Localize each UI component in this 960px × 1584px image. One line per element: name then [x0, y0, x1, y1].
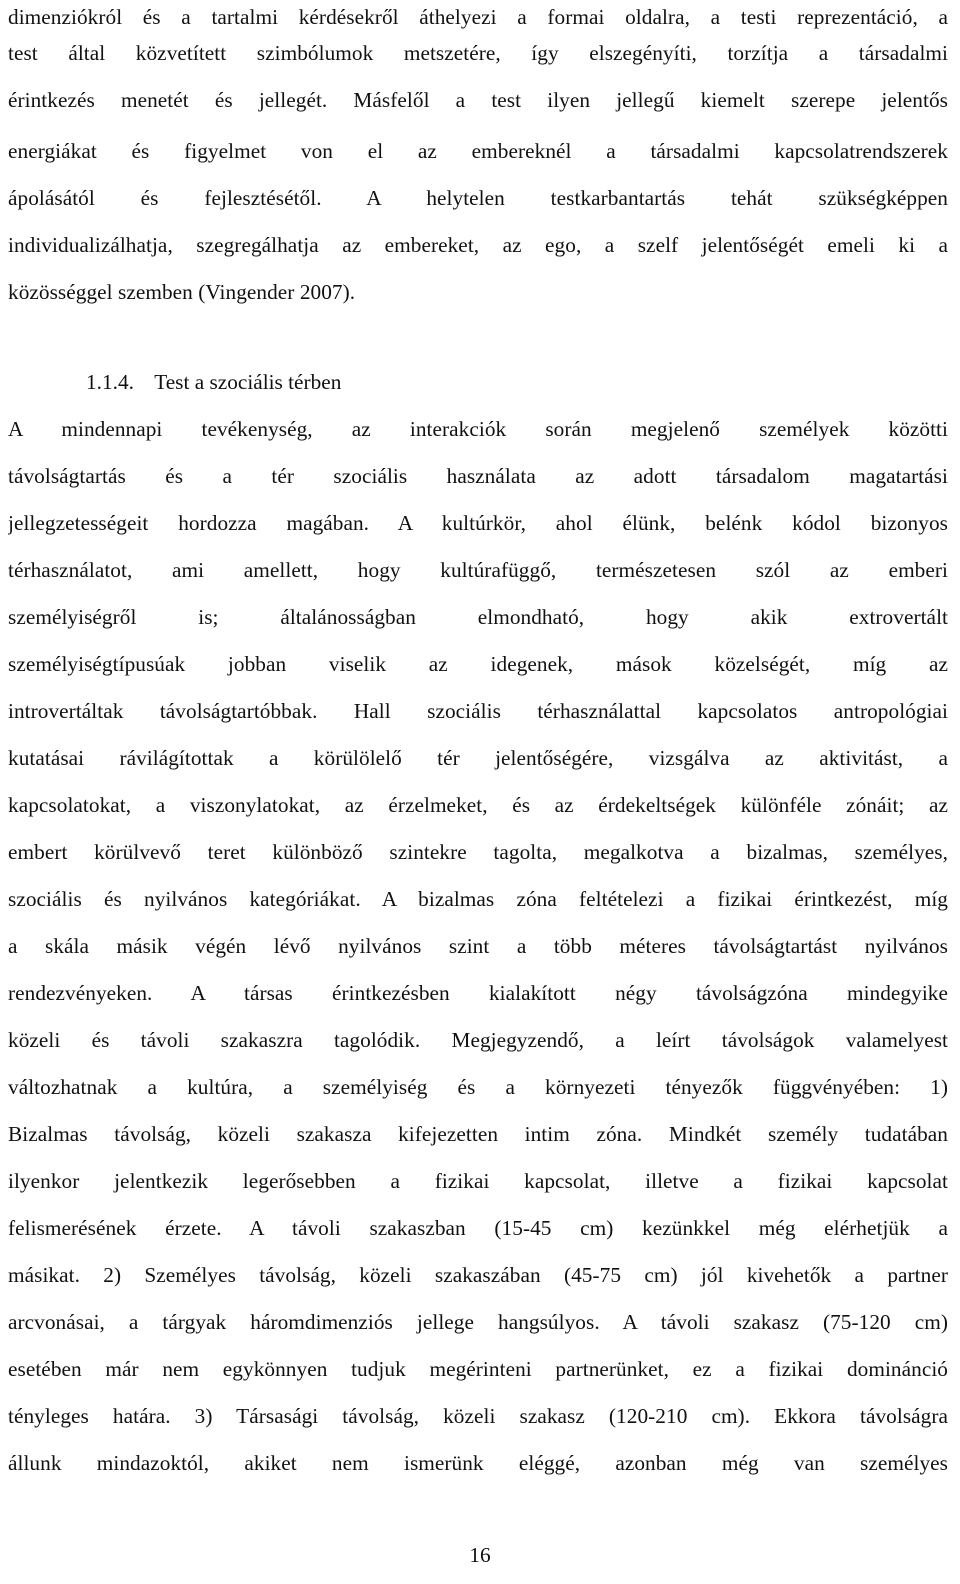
text-line: közeli és távoli szakaszra tagolódik. Megjegyzendő, a leírt távolságok valamelyest: [8, 1028, 948, 1052]
text-line: változhatnak a kultúra, a személyiség és a környezeti tényezők függvényében: 1): [8, 1075, 948, 1099]
section-heading: [86, 368, 341, 396]
text-line: a skála másik végén lévő nyilvános szint a több méteres távolságtartást nyilvános: [8, 934, 948, 958]
text-line: Bizalmas távolság, közeli szakasza kifejezetten intim zóna. Mindkét személy tudatában: [8, 1122, 948, 1146]
text-line: térhasználatot, ami amellett, hogy kultúrafüggő, természetesen szól az emberi: [8, 558, 948, 582]
text-line: embert körülvevő teret különböző szintekre tagolta, megalkotva a bizalmas, személyes,: [8, 840, 948, 864]
text-line: állunk mindazoktól, akiket nem ismerünk eléggé, azonban még van személyes: [8, 1451, 948, 1475]
text-line: arcvonásai, a tárgyak háromdimenziós jellege hangsúlyos. A távoli szakasz (75-120 cm): [8, 1310, 948, 1334]
text-line: individualizálhatja, szegregálhatja az embereket, az ego, a szelf jelentőségét emeli ki a: [8, 233, 948, 257]
text-line: dimenziókról és a tartalmi kérdésekről áthelyezi a formai oldalra, a testi reprezentáció, a: [8, 5, 948, 29]
text-line: ápolásától és fejlesztésétől. A helytelen testkarbantartás tehát szükségképpen: [8, 186, 948, 210]
text-line: másikat. 2) Személyes távolság, közeli szakaszában (45-75 cm) jól kivehetők a partner: [8, 1263, 948, 1287]
text-line: introvertáltak távolságtartóbbak. Hall szociális térhasználattal kapcsolatos antropológiai: [8, 699, 948, 723]
text-line: tényleges határa. 3) Társasági távolság, közeli szakasz (120-210 cm). Ekkora távolságra: [8, 1404, 948, 1428]
text-line: energiákat és figyelmet von el az embereknél a társadalmi kapcsolatrendszerek: [8, 139, 948, 163]
text-line: rendezvényeken. A társas érintkezésben kialakított négy távolságzóna mindegyike: [8, 981, 948, 1005]
text-line: kutatásai rávilágítottak a körülölelő tér jelentőségére, vizsgálva az aktivitást, a: [8, 746, 948, 770]
text-line: érintkezés menetét és jellegét. Másfelől a test ilyen jellegű kiemelt szerepe jelentős: [8, 88, 948, 112]
text-line: személyiségtípusúak jobban viselik az idegenek, mások közelségét, míg az: [8, 652, 948, 676]
text-line: távolságtartás és a tér szociális használata az adott társadalom magatartási: [8, 464, 948, 488]
text-line: A mindennapi tevékenység, az interakciók során megjelenő személyek közötti: [8, 417, 948, 441]
text-line: közösséggel szemben (Vingender 2007).: [8, 280, 356, 304]
text-line: esetében már nem egykönnyen tudjuk megérinteni partnerünket, ez a fizikai dominánció: [8, 1357, 948, 1381]
text-line: ilyenkor jelentkezik legerősebben a fizikai kapcsolat, illetve a fizikai kapcsolat: [8, 1169, 948, 1193]
text-line: test által közvetített szimbólumok metszetére, így elszegényíti, torzítja a társadalmi: [8, 41, 948, 65]
page-number: 16: [469, 1543, 491, 1567]
text-line: személyiségről is; általánosságban elmondható, hogy akik extrovertált: [8, 605, 948, 629]
text-line: felismerésének érzete. A távoli szakaszban (15-45 cm) kezünkkel még elérhetjük a: [8, 1216, 948, 1240]
section-number: 1.1.4.: [86, 370, 134, 394]
text-line: kapcsolatokat, a viszonylatokat, az érzelmeket, és az érdekeltségek különféle zónáit; az: [8, 793, 948, 817]
text-line: szociális és nyilvános kategóriákat. A bizalmas zóna feltételezi a fizikai érintkezést, míg: [8, 887, 948, 911]
text-line: jellegzetességeit hordozza magában. A kultúrkör, ahol élünk, belénk kódol bizonyos: [8, 511, 948, 535]
section-title: Test a szociális térben: [154, 370, 342, 394]
